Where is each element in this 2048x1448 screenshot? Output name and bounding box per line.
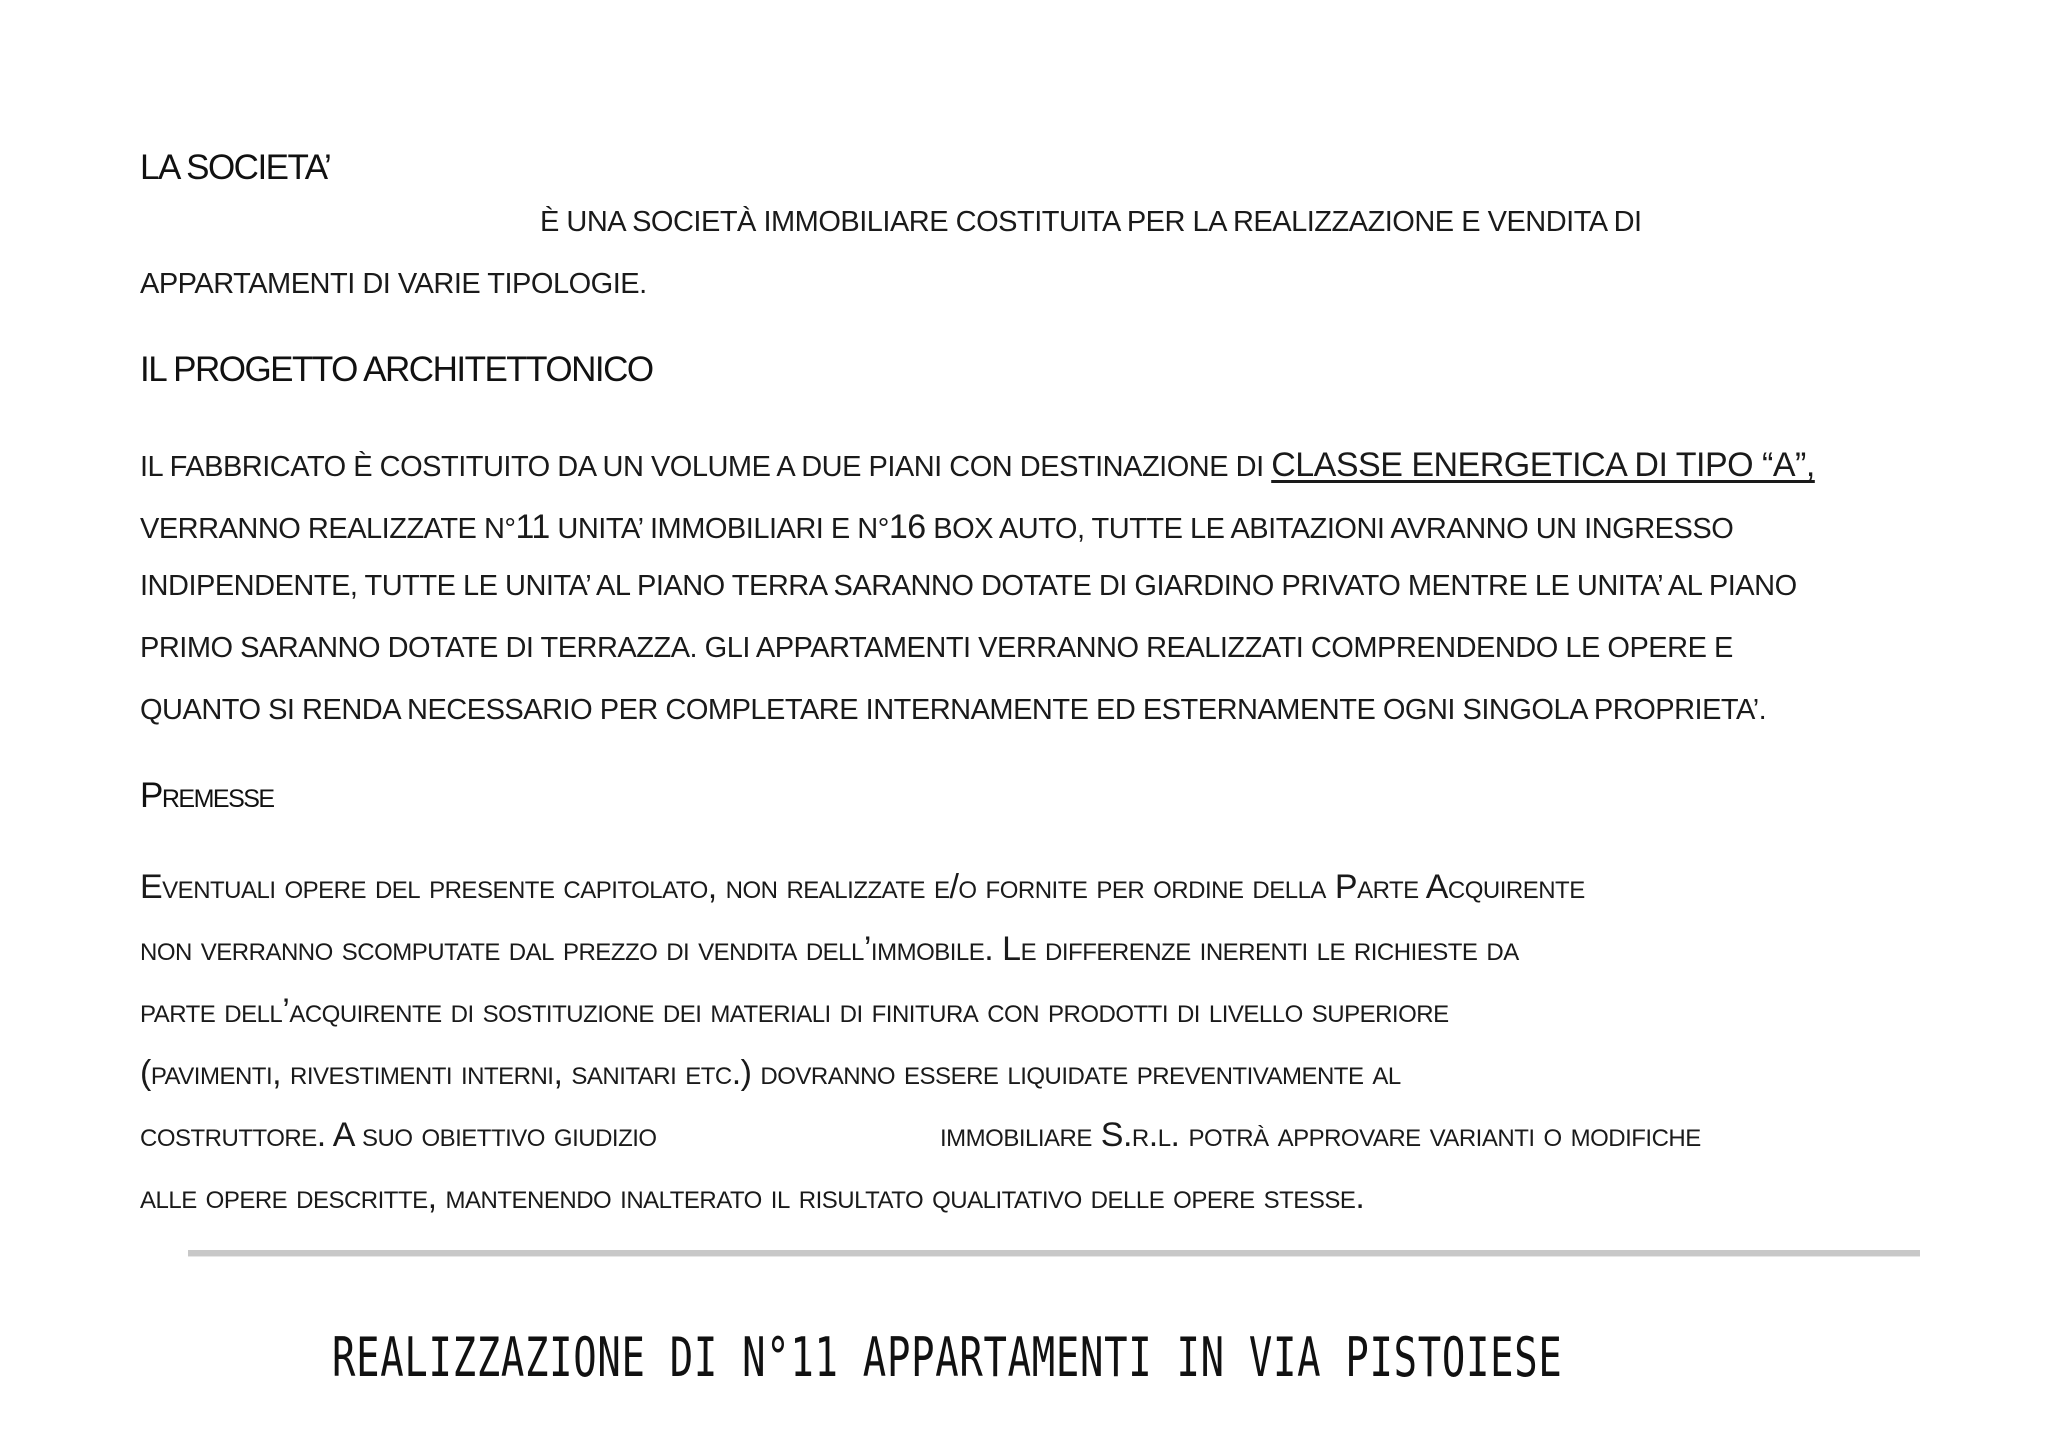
- premises-line-2: non verranno scomputate dal prezzo di vendita dell’immobile. Le differenze inerenti le richieste da: [140, 930, 1519, 968]
- project-line-1: [140, 446, 1815, 485]
- project-line-2-a: VERRANNO REALIZZATE N°: [140, 513, 516, 545]
- company-line-1: È UNA SOCIETÀ IMMOBILIARE COSTITUITA PER LA REALIZZAZIONE E VENDITA DI: [540, 206, 1642, 238]
- project-line-3: INDIPENDENTE, TUTTE LE UNITA’ AL PIANO TERRA SARANNO DOTATE DI GIARDINO PRIVATO MENTRE LE UNITA’ AL PIANO: [140, 570, 1797, 602]
- premises-line-6: alle opere descritte, mantenendo inalterato il risultato qualitativo delle opere stesse.: [140, 1178, 1365, 1216]
- project-line-5: QUANTO SI RENDA NECESSARIO PER COMPLETARE INTERNAMENTE ED ESTERNAMENTE OGNI SINGOLA PROPRIETA’.: [140, 694, 1767, 726]
- premises-line-3: parte dell’acquirente di sostituzione dei materiali di finitura con prodotti di livello superiore: [140, 992, 1449, 1030]
- project-line-2-c: BOX AUTO, TUTTE LE ABITAZIONI AVRANNO UN INGRESSO: [925, 513, 1734, 545]
- energy-class-highlight: CLASSE ENERGETICA DI TIPO “A”,: [1271, 446, 1815, 484]
- project-line-2: [140, 508, 1733, 547]
- company-line-2: APPARTAMENTI DI VARIE TIPOLOGIE.: [140, 268, 647, 300]
- premises-line-4: (pavimenti, rivestimenti interni, sanitari etc.) dovranno essere liquidate preventivamente al: [140, 1054, 1401, 1092]
- footer-divider: [188, 1250, 1920, 1257]
- premises-line-1: Eventuali opere del presente capitolato, non realizzate e/o fornite per ordine della Parte Acquirente: [140, 868, 1585, 906]
- company-heading: LA SOCIETA’: [140, 148, 331, 187]
- project-line-4: PRIMO SARANNO DOTATE DI TERRAZZA. GLI APPARTAMENTI VERRANNO REALIZZATI COMPRENDENDO LE OPERE E: [140, 632, 1733, 664]
- premises-heading: Premesse: [140, 776, 274, 815]
- project-line-2-b: UNITA’ IMMOBILIARI E N°: [549, 513, 889, 545]
- garages-count: 16: [888, 508, 926, 546]
- project-line-1-text: IL FABBRICATO È COSTITUITO DA UN VOLUME A DUE PIANI CON DESTINAZIONE DI: [140, 451, 1272, 483]
- premises-line-5a: costruttore. A suo obiettivo giudizio: [140, 1116, 657, 1154]
- footer-title: REALIZZAZIONE DI N°11 APPARTAMENTI IN VIA PISTOIESE: [332, 1326, 1563, 1389]
- project-heading: IL PROGETTO ARCHITETTONICO: [140, 350, 653, 389]
- premises-line-5b: immobiliare S.r.l. potrà approvare varianti o modifiche: [940, 1116, 1701, 1154]
- units-count: 11: [515, 508, 550, 546]
